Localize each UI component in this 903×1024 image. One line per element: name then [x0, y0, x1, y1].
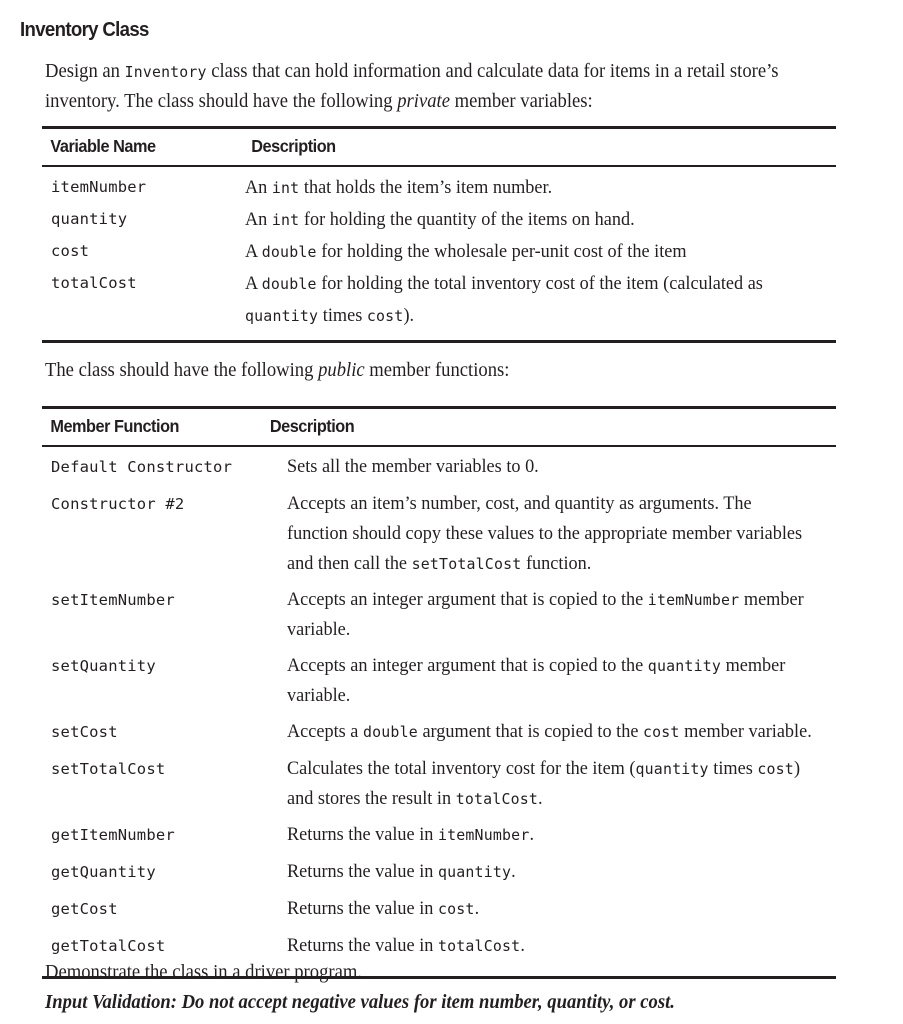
row-description-cell: [287, 754, 814, 814]
intro-text-before: Design an: [45, 61, 125, 82]
table-row: [42, 489, 836, 579]
inline-code: double: [261, 243, 317, 261]
table-bottom-rule: [42, 340, 836, 343]
row-name-cell: cost: [51, 242, 90, 260]
variables-table: [42, 126, 836, 343]
inline-code: int: [271, 179, 300, 197]
description-text: .: [529, 824, 535, 845]
description-text: member variable.: [287, 589, 804, 640]
inline-code: double: [261, 275, 317, 293]
table-row: [42, 820, 836, 851]
table-row: [42, 172, 836, 204]
page-title: Inventory Class: [20, 19, 149, 41]
description-text: A: [245, 241, 262, 262]
row-name-cell: totalCost: [51, 274, 137, 292]
row-description-cell: [245, 236, 812, 268]
table-row: [42, 857, 836, 888]
inline-code-inventory: Inventory: [124, 63, 207, 81]
mid-paragraph: [45, 356, 847, 385]
description-text: for holding the wholesale per-unit cost of the item: [316, 241, 687, 262]
inline-code: double: [362, 723, 418, 741]
description-text: .: [520, 935, 525, 956]
table-header-row: [42, 129, 780, 165]
row-name-cell: setQuantity: [51, 657, 156, 675]
description-text: ) and stores the result in: [287, 758, 801, 809]
row-name-cell: setCost: [51, 723, 118, 741]
row-description-cell: [245, 204, 812, 236]
description-text: A: [245, 273, 262, 294]
inline-code: quantity: [437, 863, 512, 881]
description-text: Accepts an integer argument that is copied to the: [287, 655, 648, 676]
description-text: Accepts a: [287, 721, 363, 742]
description-text: Accepts an integer argument that is copied to the: [287, 589, 648, 610]
column-header-variable-name: Variable Name: [50, 136, 156, 156]
variables-table-body: [42, 167, 836, 340]
inline-code: cost: [366, 307, 404, 325]
inline-code: quantity: [245, 307, 319, 325]
description-text: argument that is copied to the: [417, 721, 643, 742]
row-description-cell: [287, 931, 814, 961]
inline-code: cost: [757, 760, 794, 778]
row-name-cell: itemNumber: [51, 178, 147, 196]
table-row: [42, 585, 836, 645]
row-name-cell: Default Constructor: [51, 458, 233, 476]
column-header-member-function: Member Function: [50, 416, 180, 436]
inline-code: totalCost: [455, 790, 539, 808]
description-text: member variable.: [679, 721, 812, 742]
description-text: Returns the value in: [287, 935, 438, 956]
row-name-cell: getItemNumber: [51, 826, 175, 844]
table-row: [42, 268, 836, 332]
table-row: [42, 204, 836, 236]
description-text: An: [245, 177, 272, 198]
description-text: for holding the total inventory cost of the item (calculated as: [316, 273, 763, 294]
description-text: An: [245, 209, 272, 230]
row-description-cell: [245, 172, 812, 204]
demonstrate-paragraph: Demonstrate the class in a driver program.: [45, 962, 363, 983]
table-header-row: [42, 409, 780, 445]
inline-code: totalCost: [437, 937, 521, 955]
row-description-cell: [287, 651, 814, 711]
row-description-cell: [287, 489, 814, 579]
description-text: function.: [521, 553, 592, 574]
mid-text-after: member functions:: [364, 360, 510, 381]
description-text: member variable.: [287, 655, 786, 706]
description-text: Sets all the member variables to 0.: [287, 456, 539, 477]
description-text: Returns the value in: [287, 824, 438, 845]
inline-code: cost: [642, 723, 680, 741]
table-row: [42, 894, 836, 925]
row-description-cell: [287, 452, 814, 482]
row-name-cell: setTotalCost: [51, 760, 166, 778]
description-text: .: [511, 861, 516, 882]
intro-text-tail: member variables:: [449, 91, 593, 112]
mid-text-before: The class should have the following: [45, 360, 319, 381]
table-row: [42, 651, 836, 711]
intro-paragraph: [45, 57, 847, 116]
table-row: [42, 236, 836, 268]
description-text: .: [474, 898, 480, 919]
row-name-cell: Constructor #2: [51, 495, 185, 513]
row-description-cell: [287, 717, 814, 747]
row-name-cell: getTotalCost: [51, 937, 166, 955]
description-text: Returns the value in: [287, 898, 438, 919]
row-description-cell: [287, 894, 814, 924]
inline-code: cost: [437, 900, 475, 918]
inline-code: setTotalCost: [411, 555, 522, 573]
intro-text-after: class that can hold information and calculate data for items in a retail store’s inventory. The class should have the following: [45, 61, 779, 112]
row-description-cell: [245, 268, 812, 332]
input-validation-paragraph: Input Validation: Do not accept negative values for item number, quantity, or cost.: [45, 992, 675, 1013]
description-text: that holds the item’s item number.: [299, 177, 553, 198]
inline-code: itemNumber: [647, 591, 740, 609]
row-name-cell: getQuantity: [51, 863, 156, 881]
description-text: times: [318, 305, 367, 326]
table-row: [42, 452, 836, 483]
description-text: ).: [403, 305, 415, 326]
emphasis-private: private: [397, 91, 450, 112]
row-description-cell: [287, 585, 814, 645]
description-text: Calculates the total inventory cost for the item (: [287, 758, 636, 779]
description-text: times: [708, 758, 758, 779]
row-description-cell: [287, 820, 814, 850]
column-header-description: Description: [251, 136, 336, 156]
column-header-description: Description: [269, 416, 355, 436]
description-text: for holding the quantity of the items on hand.: [299, 209, 635, 230]
inline-code: int: [271, 211, 300, 229]
inline-code: quantity: [635, 760, 709, 778]
description-text: .: [538, 788, 543, 809]
emphasis-public: public: [318, 360, 365, 381]
table-row: [42, 717, 836, 748]
description-text: Accepts an item’s number, cost, and quantity as arguments. The function should copy these values to the appropriate member variables and then call the: [287, 493, 803, 574]
row-description-cell: [287, 857, 814, 887]
member-functions-table-body: [42, 447, 836, 976]
row-name-cell: setItemNumber: [51, 591, 175, 609]
inline-code: itemNumber: [437, 826, 530, 844]
table-row: [42, 754, 836, 814]
row-name-cell: quantity: [51, 210, 128, 228]
member-functions-table: [42, 406, 836, 979]
row-name-cell: getCost: [51, 900, 118, 918]
inline-code: quantity: [647, 657, 722, 675]
description-text: Returns the value in: [287, 861, 438, 882]
